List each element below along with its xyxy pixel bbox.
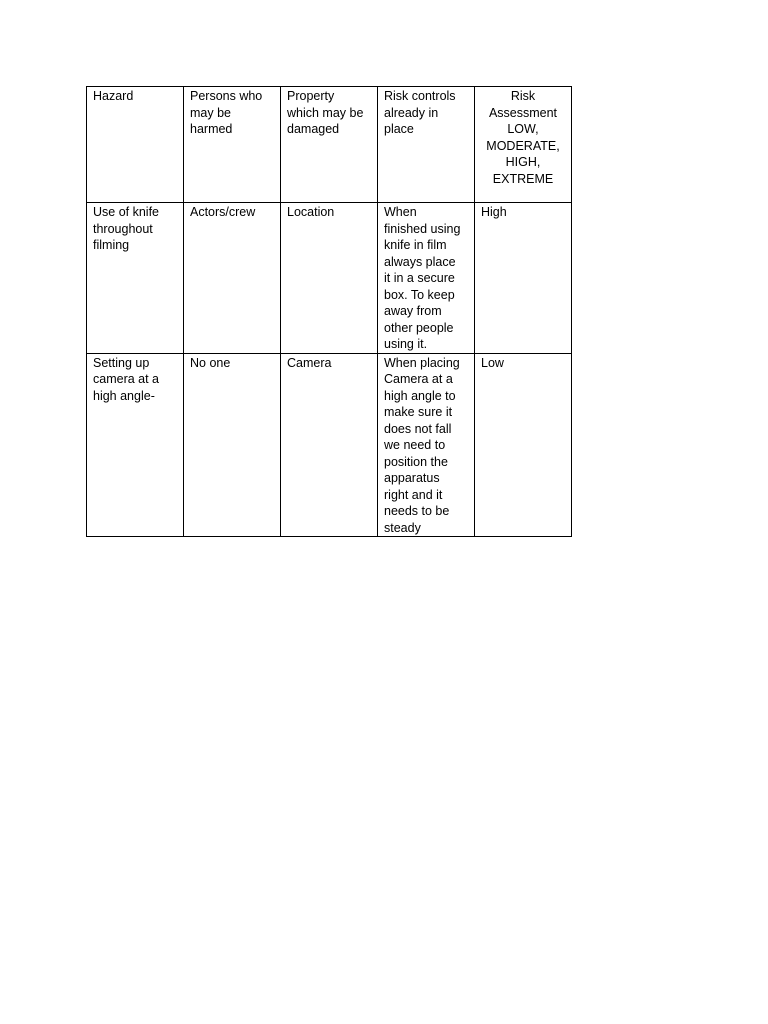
header-hazard: Hazard — [87, 87, 184, 203]
cell-hazard: Use of knife throughout filming — [87, 203, 184, 354]
cell-risk-assessment: High — [475, 203, 572, 354]
risk-assessment-table — [86, 86, 572, 537]
cell-property-damaged: Camera — [281, 353, 378, 537]
cell-risk-controls: When placing Camera at a high angle to make sure it does not fall we need to position the apparatus right and it needs to be steady — [378, 353, 475, 537]
cell-risk-controls: When finished using knife in film always place it in a secure box. To keep away from other people using it. — [378, 203, 475, 354]
header-persons-harmed: Persons who may be harmed — [184, 87, 281, 203]
cell-risk-assessment: Low — [475, 353, 572, 537]
header-property-damaged: Property which may be damaged — [281, 87, 378, 203]
cell-property-damaged: Location — [281, 203, 378, 354]
cell-persons-harmed: Actors/crew — [184, 203, 281, 354]
cell-persons-harmed: No one — [184, 353, 281, 537]
table-row — [87, 203, 572, 354]
header-risk-controls: Risk controls already in place — [378, 87, 475, 203]
cell-hazard: Setting up camera at a high angle- — [87, 353, 184, 537]
header-risk-assessment: Risk Assessment LOW, MODERATE, HIGH, EXTREME — [475, 87, 572, 203]
table-row — [87, 353, 572, 537]
table-header-row — [87, 87, 572, 203]
